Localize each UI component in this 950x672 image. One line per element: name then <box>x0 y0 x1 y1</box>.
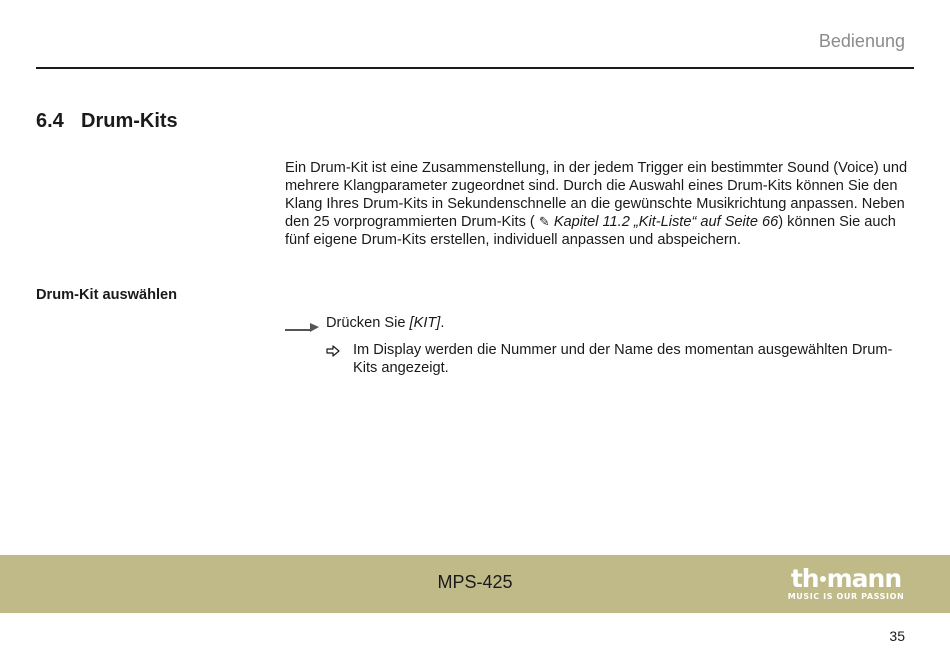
key-label: [KIT] <box>409 315 441 331</box>
intro-text: Ein Drum-Kit ist eine Zusammenstellung, in der jedem Trigger ein bestimmter Sound (Voice) und mehrere Klangparameter zugeordnet sind. Durch die Auswahl eines Drum-Kits können Sie den Klang Ihres Drum-Kits in Sekundenschnelle an die gewünschte Musikrichtung anpassen. Neben den 25 vorprogrammierten Drum-Kits ( <box>285 160 908 231</box>
thomann-logo <box>786 566 906 602</box>
model-name: MPS-425 <box>437 572 513 592</box>
instruction-step <box>326 314 444 332</box>
cross-reference-link[interactable] <box>539 214 778 230</box>
logo-dot-icon <box>820 576 826 582</box>
result-text: Im Display werden die Nummer und der Name des momentan ausgewählten Drum-Kits angezeigt. <box>353 342 893 376</box>
cross-reference-text: Kapitel 11.2 „Kit-Liste“ auf Seite 66 <box>549 214 779 231</box>
section-heading <box>36 110 178 133</box>
step-text: Drücken Sie <box>326 315 410 331</box>
running-header: Bedienung <box>818 31 905 51</box>
section-number: 6.4 <box>36 110 64 132</box>
result-arrow-icon <box>326 345 340 357</box>
section-title: Drum-Kits <box>81 110 178 132</box>
page-number: 35 <box>889 628 905 644</box>
logo-tagline: MUSIC IS OUR PASSION <box>787 592 905 601</box>
logo-wordmark: th mann <box>790 564 902 593</box>
subsection-heading: Drum-Kit auswählen <box>36 287 178 303</box>
reference-icon: ✎ <box>538 214 550 230</box>
step-text-end: . <box>440 315 445 331</box>
intro-text-continued: ) können Sie auch fünf eigene Drum-Kits erstellen, individuell anpassen und abspeichern. <box>285 214 896 249</box>
header-divider <box>36 67 914 69</box>
step-arrow-icon <box>285 320 319 334</box>
intro-paragraph <box>285 160 915 250</box>
